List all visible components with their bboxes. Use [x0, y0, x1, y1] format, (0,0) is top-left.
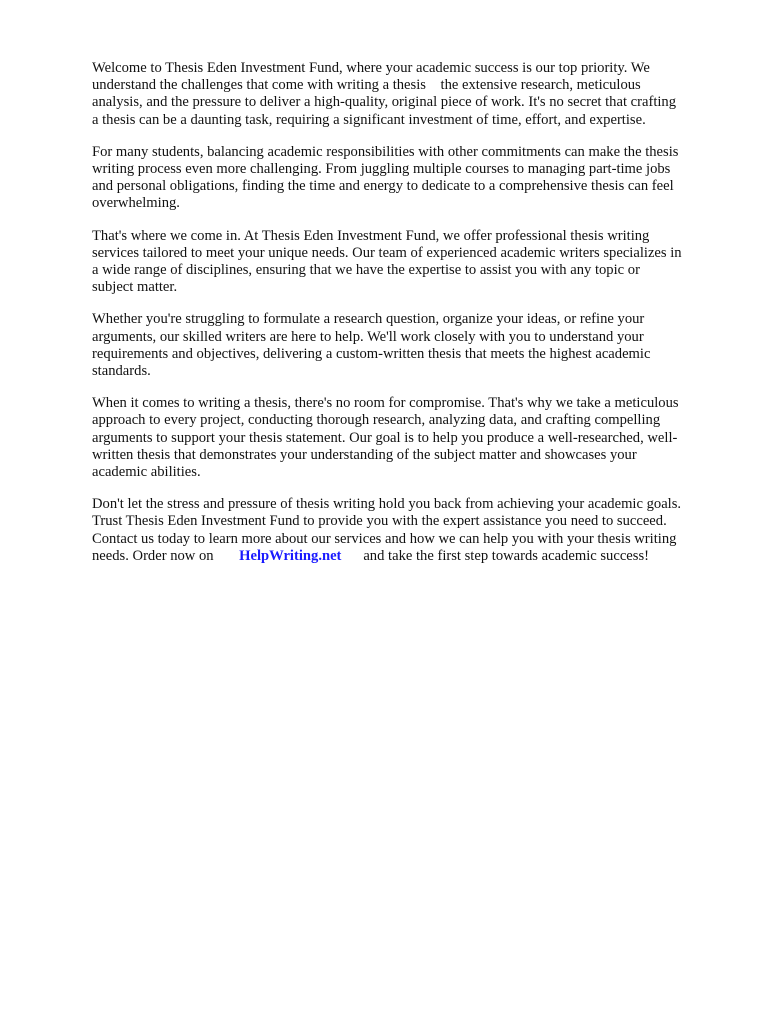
- text-line: analysis, and the pressure to deliver a high-quality, original piece of work. It's no secret that crafting: [92, 94, 677, 111]
- text-line: understand the challenges that come with writing a thesis the extensive research, meticulous: [92, 77, 641, 94]
- text-line: and personal obligations, finding the time and energy to dedicate to a comprehensive thesis can feel: [92, 178, 674, 195]
- paragraph-challenges: [92, 144, 728, 213]
- text-line: writing process even more challenging. From juggling multiple courses to managing part-time jobs: [92, 161, 671, 178]
- text-line: standards.: [92, 363, 151, 380]
- text-line: a thesis can be a daunting task, requiring a significant investment of time, effort, and expertise.: [92, 111, 646, 128]
- text-line: When it comes to writing a thesis, there's no room for compromise. That's why we take a meticulous: [92, 395, 679, 412]
- paragraph-call-to-action: [92, 496, 728, 565]
- text-line: That's where we come in. At Thesis Eden Investment Fund, we offer professional thesis writing: [92, 227, 650, 244]
- text-line: requirements and objectives, delivering a custom-written thesis that meets the highest academic: [92, 345, 651, 362]
- text-line-with-link: [92, 548, 728, 565]
- paragraph-approach: [92, 395, 728, 481]
- helpwriting-link[interactable]: HelpWriting.net: [239, 547, 342, 564]
- document-page: [92, 60, 728, 580]
- order-text: needs. Order now on: [92, 547, 240, 564]
- text-line: arguments to support your thesis statement. Our goal is to help you produce a well-researched, well-: [92, 429, 678, 446]
- text-line: Whether you're struggling to formulate a research question, organize your ideas, or refine your: [92, 311, 645, 328]
- text-line: academic abilities.: [92, 464, 201, 481]
- text-line: services tailored to meet your unique needs. Our team of experienced academic writers specializes in: [92, 244, 682, 261]
- paragraph-services: [92, 228, 728, 297]
- text-line: written thesis that demonstrates your understanding of the subject matter and showcases your: [92, 446, 637, 463]
- paragraph-welcome: [92, 60, 728, 129]
- text-line: overwhelming.: [92, 195, 180, 212]
- text-line: approach to every project, conducting thorough research, analyzing data, and crafting compelling: [92, 412, 661, 429]
- text-line: For many students, balancing academic responsibilities with other commitments can make the thesis: [92, 143, 679, 160]
- text-line: Contact us today to learn more about our services and how we can help you with your thesis writing: [92, 530, 677, 547]
- closing-text: and take the first step towards academic success!: [341, 547, 649, 564]
- text-line: a wide range of disciplines, ensuring that we have the expertise to assist you with any topic or: [92, 262, 640, 279]
- paragraph-help: [92, 311, 728, 380]
- text-line: Trust Thesis Eden Investment Fund to provide you with the expert assistance you need to succeed.: [92, 513, 667, 530]
- text-line: Welcome to Thesis Eden Investment Fund, where your academic success is our top priority. We: [92, 60, 650, 76]
- text-line: arguments, our skilled writers are here to help. We'll work closely with you to understand your: [92, 328, 644, 345]
- text-line: subject matter.: [92, 279, 178, 296]
- text-line: Don't let the stress and pressure of thesis writing hold you back from achieving your academic goals.: [92, 496, 682, 513]
